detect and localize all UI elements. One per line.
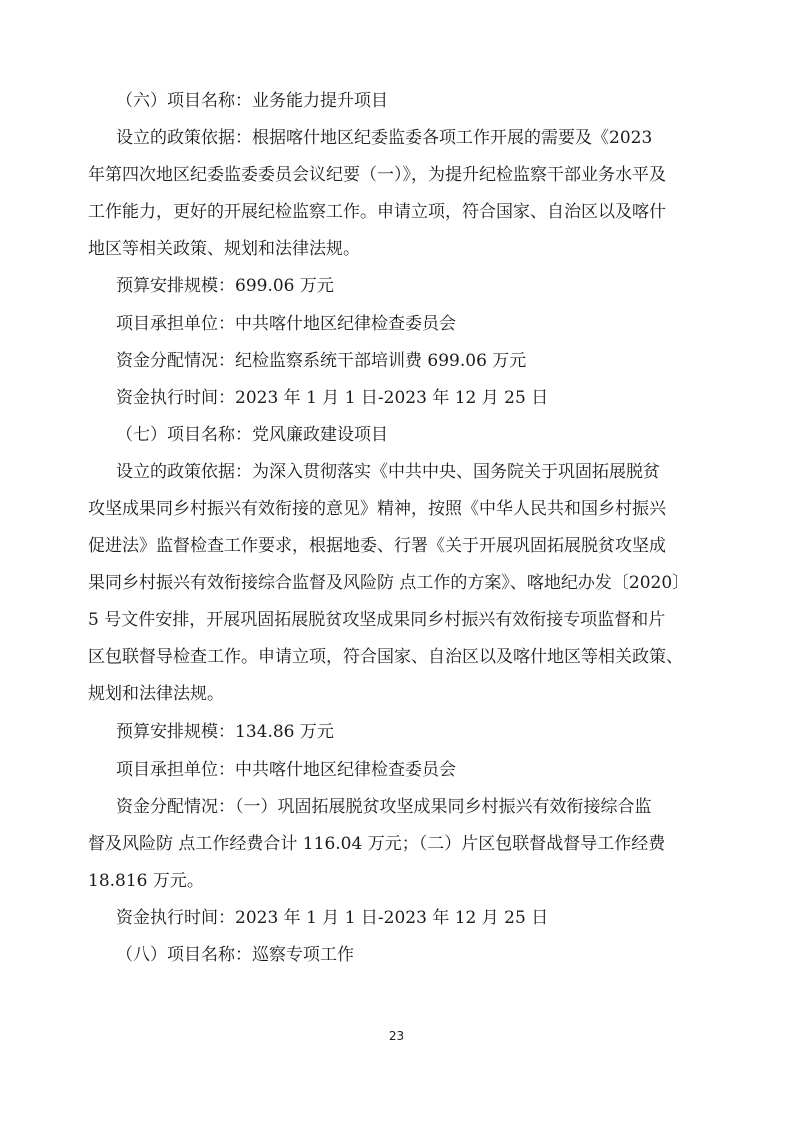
section-7-fund-allocation-line: 资金分配情况：（一）巩固拓展脱贫攻坚成果同乡村振兴有效衔接综合监 [116,797,652,817]
section-6-policy-basis-line: 地区等相关政策、规划和法律法规。 [88,239,360,259]
section-6-policy-basis-line: 工作能力，更好的开展纪检监察工作。申请立项，符合国家、自治区以及喀什 [88,202,666,222]
section-6-undertaking-unit: 项目承担单位：中共喀什地区纪律检查委员会 [116,314,456,334]
section-7-fund-allocation-line: 督及风险防 点工作经费合计 116.04 万元；（二）片区包联督战督导工作经费 [88,834,666,854]
section-6-policy-basis-line: 年第四次地区纪委监委委员会议纪要（一）》，为提升纪检监察干部业务水平及 [88,165,666,185]
section-7-policy-basis-line: 区包联督导检查工作。申请立项，符合国家、自治区以及喀什地区等相关政策、 [88,647,683,667]
page-number: 23 [388,1029,405,1043]
section-7-budget: 预算安排规模：134.86 万元 [116,722,334,742]
section-6-execution-time: 资金执行时间：2023 年 1 月 1 日-2023 年 12 月 25 日 [116,388,549,408]
section-7-heading: （七）项目名称：党风廉政建设项目 [116,425,388,445]
section-7-policy-basis-line: 促进法》监督检查工作要求，根据地委、行署《关于开展巩固拓展脱贫攻坚成 [88,536,666,556]
section-6-policy-basis-line: 设立的政策依据：根据喀什地区纪委监委各项工作开展的需要及《2023 [116,128,653,148]
section-7-policy-basis-line: 5 号文件安排，开展巩固拓展脱贫攻坚成果同乡村振兴有效衔接专项监督和片 [88,610,666,630]
section-6-fund-allocation: 资金分配情况：纪检监察系统干部培训费 699.06 万元 [116,351,527,371]
section-6-heading: （六）项目名称：业务能力提升项目 [116,91,388,111]
section-7-fund-allocation-line: 18.816 万元。 [88,871,204,891]
section-7-execution-time: 资金执行时间：2023 年 1 月 1 日-2023 年 12 月 25 日 [116,908,549,928]
section-8-heading: （八）项目名称：巡察专项工作 [116,945,354,965]
section-6-budget: 预算安排规模：699.06 万元 [116,276,334,296]
section-7-policy-basis-line: 攻坚成果同乡村振兴有效衔接的意见》精神，按照《中华人民共和国乡村振兴 [88,499,666,519]
section-7-undertaking-unit: 项目承担单位：中共喀什地区纪律检查委员会 [116,760,456,780]
section-7-policy-basis-line: 规划和法律法规。 [88,684,224,704]
section-7-policy-basis-line: 果同乡村振兴有效衔接综合监督及风险防 点工作的方案》、喀地纪办发〔2020〕 [88,573,690,593]
section-7-policy-basis-line: 设立的政策依据：为深入贯彻落实《中共中央、国务院关于巩固拓展脱贫 [116,462,660,482]
